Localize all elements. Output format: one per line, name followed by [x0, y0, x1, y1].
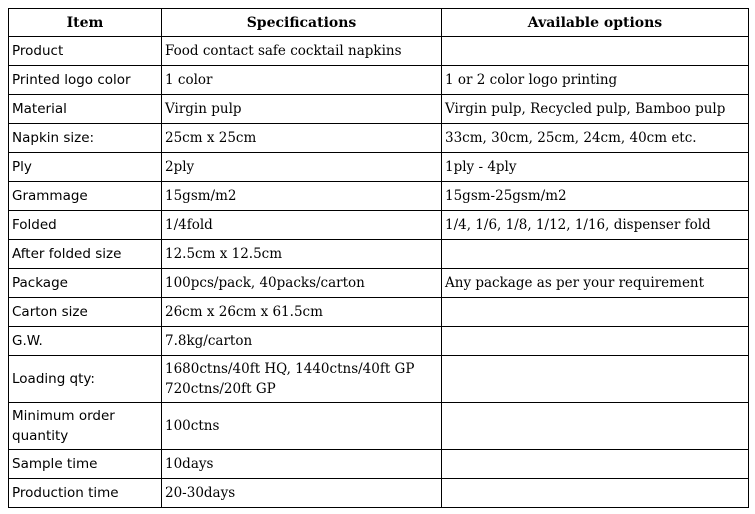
row-option: 33cm, 30cm, 25cm, 24cm, 40cm etc.: [442, 124, 749, 153]
row-item: Printed logo color: [9, 66, 162, 95]
row-item: G.W.: [9, 327, 162, 356]
row-item: Ply: [9, 153, 162, 182]
table-row: [9, 95, 749, 124]
row-item: Product: [9, 37, 162, 66]
row-specification: 7.8kg/carton: [162, 327, 442, 356]
row-item: Grammage: [9, 182, 162, 211]
row-item: Material: [9, 95, 162, 124]
row-option: [442, 240, 749, 269]
row-option: [442, 450, 749, 479]
row-specification: 100pcs/pack, 40packs/carton: [162, 269, 442, 298]
row-specification: 12.5cm x 12.5cm: [162, 240, 442, 269]
row-item: Carton size: [9, 298, 162, 327]
row-specification: 26cm x 26cm x 61.5cm: [162, 298, 442, 327]
table-header: [9, 9, 749, 37]
table-row: [9, 66, 749, 95]
row-item: Package: [9, 269, 162, 298]
row-option: 1 or 2 color logo printing: [442, 66, 749, 95]
spec-table: [8, 8, 749, 508]
row-specification: 15gsm/m2: [162, 182, 442, 211]
row-specification: Food contact safe cocktail napkins: [162, 37, 442, 66]
table-row: [9, 298, 749, 327]
row-option: [442, 298, 749, 327]
row-option: 1ply - 4ply: [442, 153, 749, 182]
header-specifications: Specifications: [162, 9, 442, 37]
row-item: Minimum order quantity: [9, 403, 162, 450]
row-option: 15gsm-25gsm/m2: [442, 182, 749, 211]
row-option: Virgin pulp, Recycled pulp, Bamboo pulp: [442, 95, 749, 124]
table-body: [9, 37, 749, 508]
table-row: [9, 240, 749, 269]
row-item: Napkin size:: [9, 124, 162, 153]
row-item: Production time: [9, 479, 162, 508]
table-row: [9, 403, 749, 450]
table-row: [9, 269, 749, 298]
row-specification: 1/4fold: [162, 211, 442, 240]
table-row: [9, 356, 749, 403]
table-row: [9, 153, 749, 182]
row-specification: 25cm x 25cm: [162, 124, 442, 153]
row-specification: 20-30days: [162, 479, 442, 508]
row-specification: 2ply: [162, 153, 442, 182]
row-specification: Virgin pulp: [162, 95, 442, 124]
header-item: Item: [9, 9, 162, 37]
header-row: [9, 9, 749, 37]
row-option: [442, 327, 749, 356]
row-item: Folded: [9, 211, 162, 240]
row-specification: 1 color: [162, 66, 442, 95]
row-item: Sample time: [9, 450, 162, 479]
row-specification: 10days: [162, 450, 442, 479]
header-available-options: Available options: [442, 9, 749, 37]
row-item: Loading qty:: [9, 356, 162, 403]
row-option: [442, 37, 749, 66]
table-row: [9, 37, 749, 66]
row-option: [442, 479, 749, 508]
table-row: [9, 327, 749, 356]
table-row: [9, 124, 749, 153]
row-option: [442, 356, 749, 403]
table-row: [9, 182, 749, 211]
table-row: [9, 450, 749, 479]
row-option: [442, 403, 749, 450]
row-option: 1/4, 1/6, 1/8, 1/12, 1/16, dispenser fold: [442, 211, 749, 240]
row-specification: 100ctns: [162, 403, 442, 450]
row-item: After folded size: [9, 240, 162, 269]
table-row: [9, 479, 749, 508]
table-row: [9, 211, 749, 240]
row-option: Any package as per your requirement: [442, 269, 749, 298]
row-specification: 1680ctns/40ft HQ, 1440ctns/40ft GP 720ctns/20ft GP: [162, 356, 442, 403]
